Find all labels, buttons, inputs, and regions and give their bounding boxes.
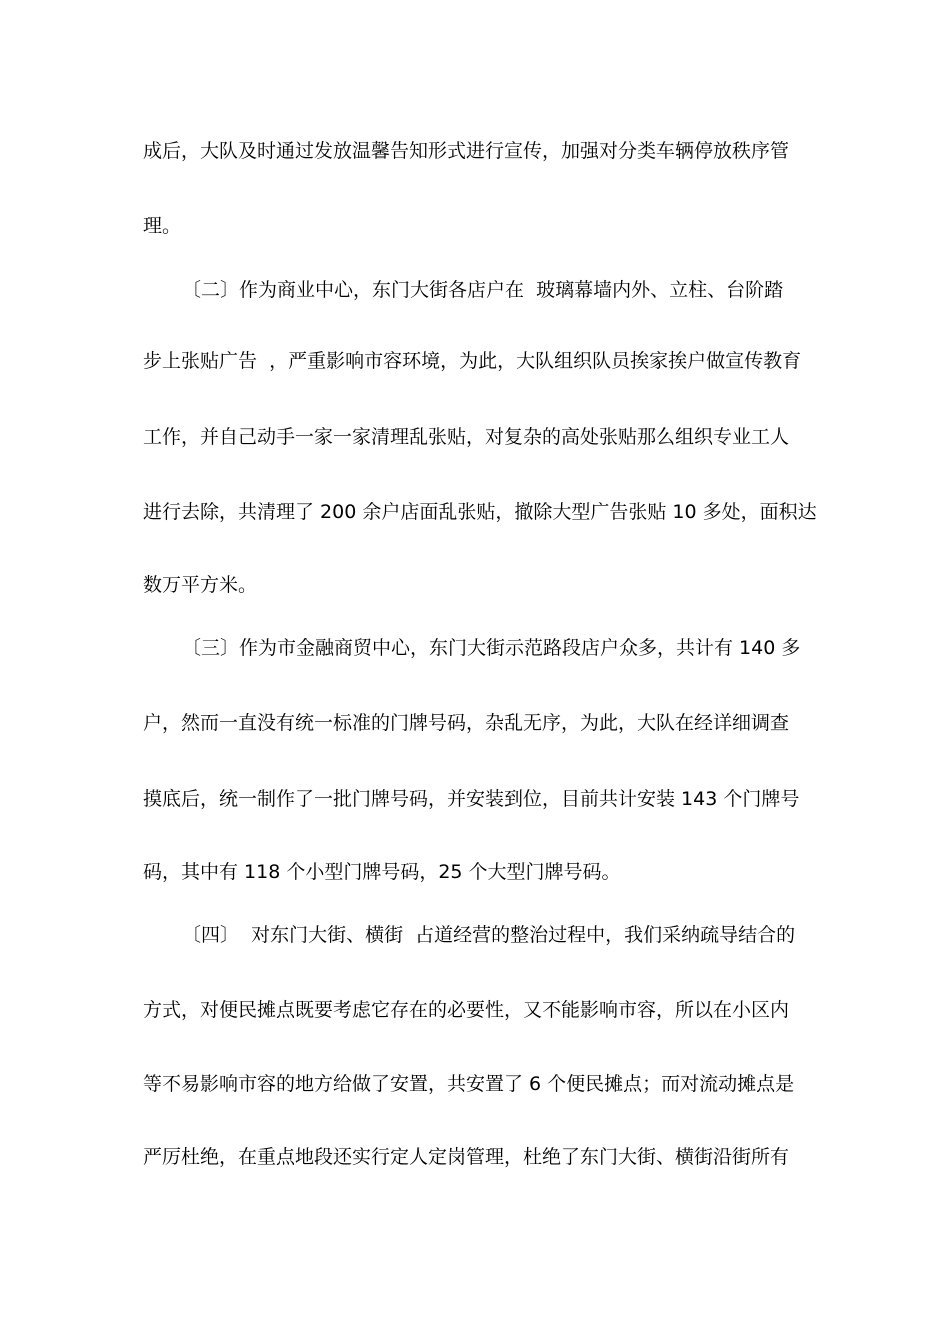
- paragraph-line: 理。: [143, 215, 182, 237]
- paragraph-line: 工作，并自己动手一家一家清理乱张贴，对复杂的高处张贴那么组织专业工人: [143, 426, 790, 448]
- paragraph-line: 数万平方米。: [143, 574, 258, 596]
- paragraph-line: 成后，大队及时通过发放温馨告知形式进行宣传，加强对分类车辆停放秩序管: [143, 140, 790, 162]
- paragraph-line: 户，然而一直没有统一标准的门牌号码，杂乱无序，为此，大队在经详细调查: [143, 712, 790, 734]
- paragraph-line: 进行去除，共清理了 200 余户店面乱张贴，撤除大型广告张贴 10 多处，面积达: [143, 501, 817, 523]
- paragraph-line: 〔二〕作为商业中心，东门大街各店户在 玻璃幕墙内外、立柱、台阶踏: [182, 279, 784, 301]
- paragraph-line: 码，其中有 118 个小型门牌号码，25 个大型门牌号码。: [143, 861, 621, 883]
- paragraph-line: 〔四〕 对东门大街、横街 占道经营的整治过程中，我们采纳疏导结合的: [182, 924, 796, 946]
- paragraph-line: 严厉杜绝，在重点地段还实行定人定岗管理，杜绝了东门大街、横街沿街所有: [143, 1146, 790, 1168]
- paragraph-line: 步上张贴广告 ，严重影响市容环境，为此，大队组织队员挨家挨户做宣传教育: [143, 350, 802, 372]
- paragraph-line: 方式，对便民摊点既要考虑它存在的必要性，又不能影响市容，所以在小区内: [143, 999, 790, 1021]
- paragraph-line: 〔三〕作为市金融商贸中心，东门大街示范路段店户众多，共计有 140 多: [182, 637, 801, 659]
- paragraph-line: 等不易影响市容的地方给做了安置，共安置了 6 个便民摊点；而对流动摊点是: [143, 1073, 795, 1095]
- paragraph-line: 摸底后，统一制作了一批门牌号码，并安装到位，目前共计安装 143 个门牌号: [143, 788, 800, 810]
